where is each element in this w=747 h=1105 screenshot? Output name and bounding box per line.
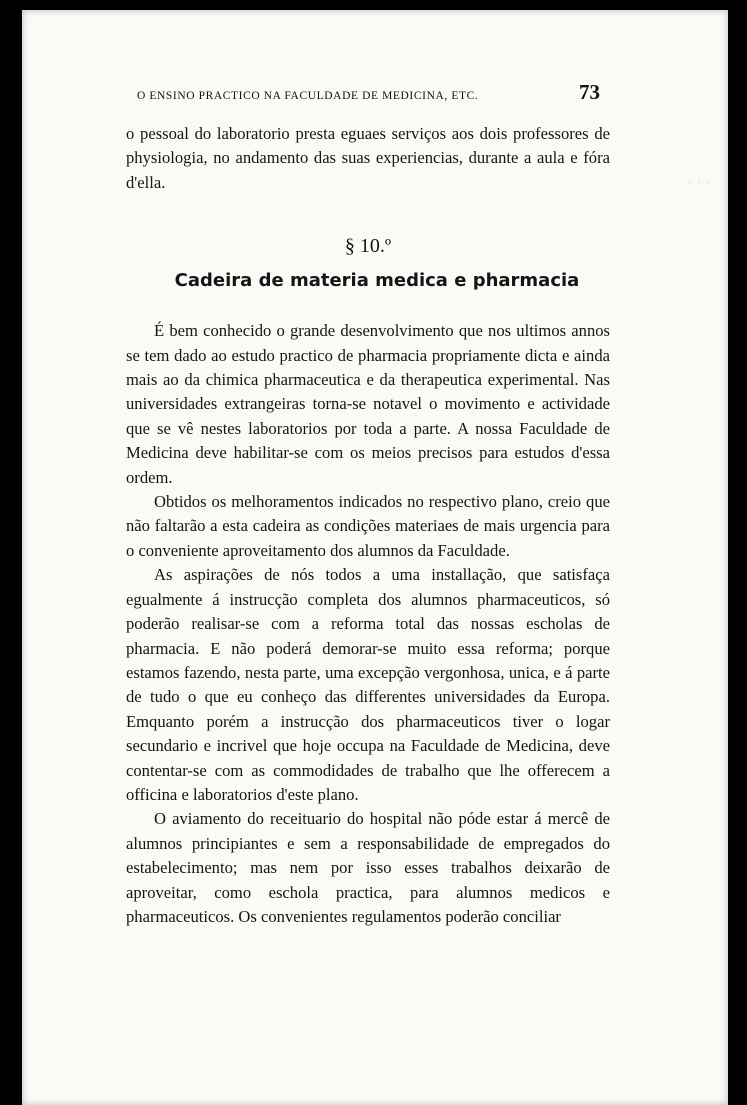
page-body (126, 122, 610, 929)
paragraph: O aviamento do receituario do hospital não póde estar á mercê de alumnos principiantes e sem a responsabilidade de empregados do estabelecimento; mas nem por isso esses trabalhos deixarão de aproveitar, como eschola practica, para alumnos medicos e pharmaceuticos. Os convenientes regulamentos poderão conciliar (126, 809, 610, 926)
scan-edge (728, 0, 747, 1105)
section-title: Cadeira de materia medica e pharmacia (174, 270, 580, 292)
paragraph: É bem conhecido o grande desenvolvimento que nos ultimos annos se tem dado ao estudo practico de pharmacia propriamente dicta e ainda mais ao da chimica pharmaceutica e da therapeutica experimental. Nas universidades extrangeiras torna-se notavel o movimento e actividade que se vê nestes laboratorios por toda a parte. A nossa Faculdade de Medicina deve habilitar-se com os meios precisos para estudos d'essa ordem. (126, 321, 610, 487)
intro-paragraph: o pessoal do laboratorio presta eguaes serviços aos dois professores de physiologia, no andamento das suas experiencias, durante a aula e fóra d'ella. (126, 124, 610, 192)
running-head: O ENSINO PRACTICO NA FACULDADE DE MEDICINA, ETC. (137, 90, 479, 102)
page-number: 73 (579, 80, 600, 104)
section-number: § 10.º (344, 235, 392, 258)
bleed-through-text: · · · (687, 175, 710, 191)
paragraph: As aspirações de nós todos a uma installação, que satisfaça egualmente á instrucção completa dos alumnos pharmaceuticos, só poderão realisar-se com a reforma total das nossas escholas de pharmacia. E não poderá demorar-se muito essa reforma; porque estamos fazendo, nesta parte, uma excepção vergonhosa, unica, e á parte de tudo o que eu conheço das differentes universidades da Europa. Emquanto porém a instrucção dos pharmaceuticos tiver o logar secundario e incrivel que hoje occupa na Faculdade de Medicina, deve contentar-se com as commodidades de trabalho que lhe offerecem a officina e laboratorios d'este plano. (126, 565, 610, 804)
page-header (132, 78, 612, 104)
paragraph: Obtidos os melhoramentos indicados no respectivo plano, creio que não faltarão a esta cadeira as condições materiaes de mais urgencia para o conveniente aproveitamento dos alumnos da Faculdade. (126, 492, 610, 560)
book-page (22, 10, 728, 1105)
